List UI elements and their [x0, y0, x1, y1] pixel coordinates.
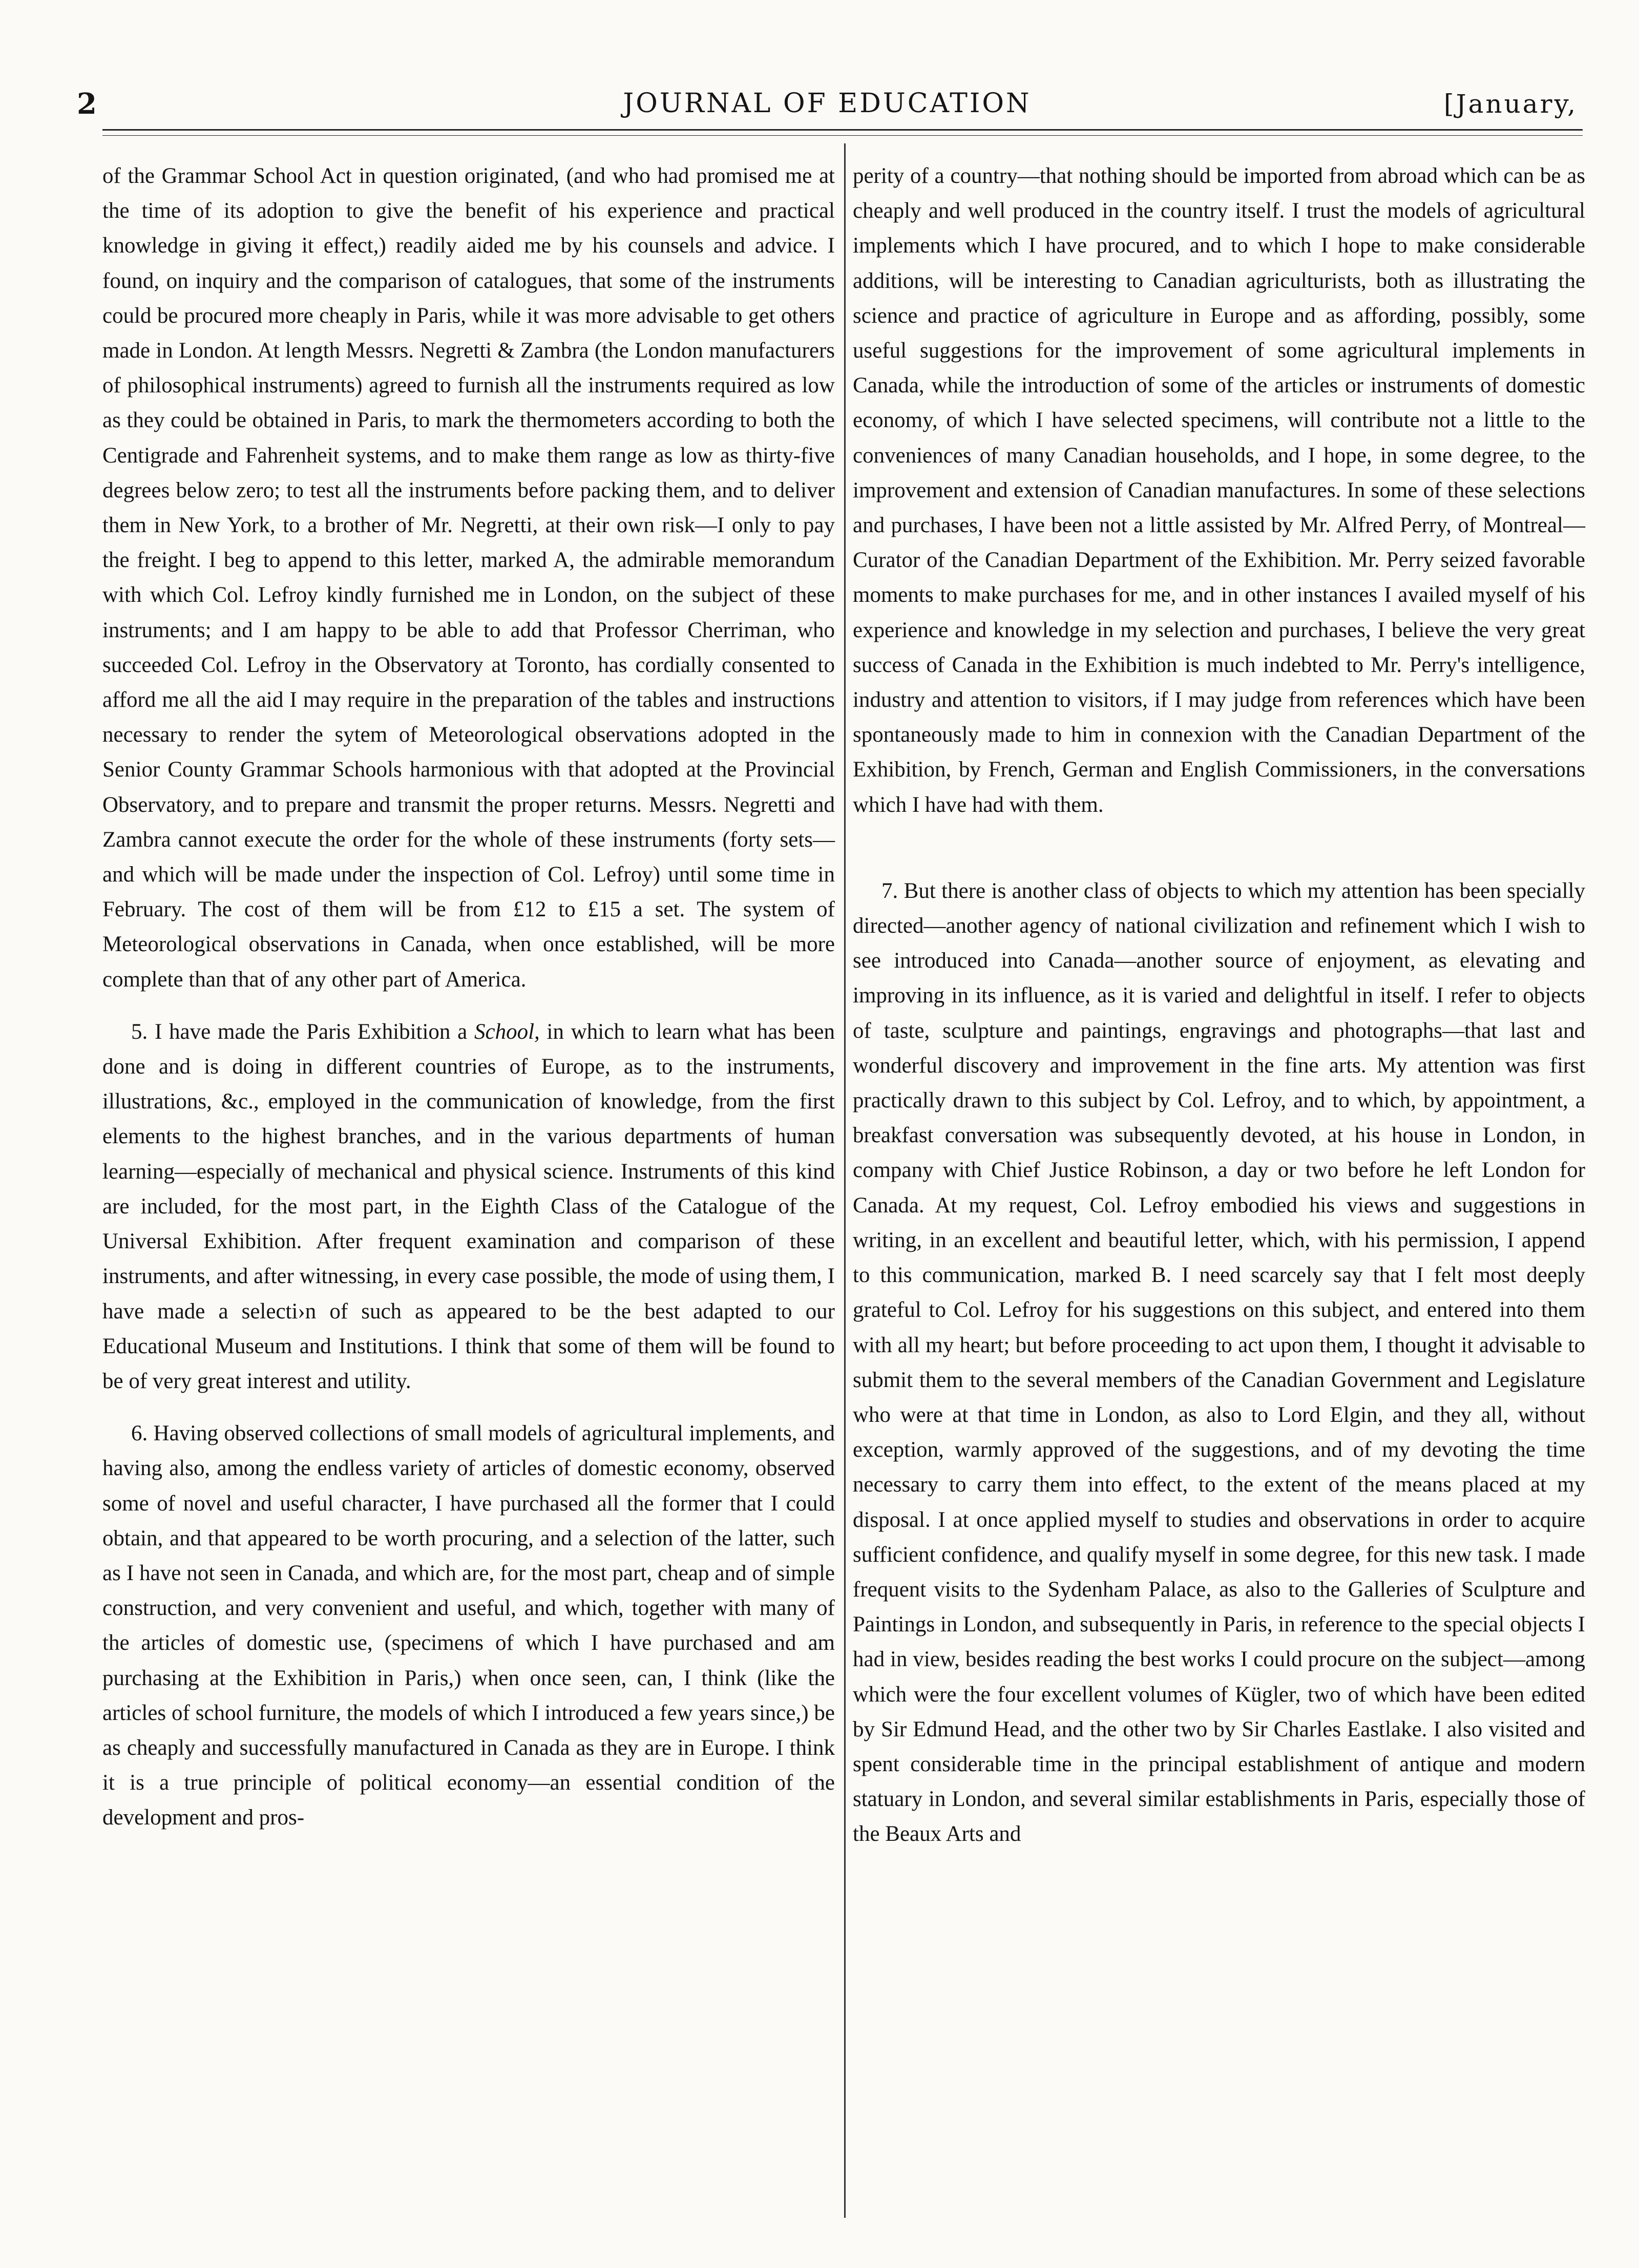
header-rule-thick — [102, 129, 1583, 131]
paragraph-5-start: 5. I have made the Paris Exhibition a — [131, 1019, 474, 1044]
paragraph-5 — [102, 1015, 835, 1399]
paragraph-continued: of the Grammar School Act in question originated, (and who had promised me at the time of its adoption to give the benefit of his experience and practical knowledge in giving it effect,) readily aided me by his counsels and advice. I found, on inquiry and the comparison of catalogues, that some of the instruments could be procured more cheaply in Paris, while it was more advisable to get others made in London. At length Messrs. Negretti & Zambra (the London manufacturers of philosophical instruments) agreed to furnish all the instruments required as low as they could be obtained in Paris, to mark the thermometers according to both the Centigrade and Fahrenheit systems, and to make them range as low as thirty-five degrees below zero; to test all the instruments before packing them, and to deliver them in New York, to a brother of Mr. Negretti, at their own risk—I only to pay the freight. I beg to append to this letter, marked A, the admirable memorandum with which Col. Lefroy kindly furnished me in London, on the subject of these instruments; and I am happy to be able to add that Professor Cherriman, who succeeded Col. Lefroy in the Observatory at Toronto, has cordially consented to afford me all the aid I may require in the preparation of the tables and instructions necessary to render the sytem of Meteorological observations adopted in the Senior County Grammar Schools harmonious with that adopted at the Provincial Observatory, and to prepare and transmit the proper returns. Messrs. Negretti and Zambra cannot execute the order for the whole of these instruments (forty sets—and which will be made under the inspection of Col. Lefroy) until some time in February. The cost of them will be from £12 to £15 a set. The system of Meteorological observations in Canada, when once established, will be more complete than that of any other part of America. — [102, 164, 835, 992]
paragraph-7: 7. But there is another class of objects to which my attention has been specially directed—another agency of national civilization and refinement which I wish to see introduced into Canada—another source of enjoyment, as elevating and improving in its influence, as it is varied and delightful in itself. I refer to objects of taste, sculpture and paintings, engravings and photographs—that last and wonderful discovery and improvement in the fine arts. My attention was first practically drawn to this subject by Col. Lefroy, and to which, by appointment, a breakfast conversation was subsequently devoted, at his house in London, in company with Chief Justice Robinson, a day or two before he left London for Canada. At my request, Col. Lefroy embodied his views and suggestions in writing, in an excellent and beautiful letter, which, with his permission, I append to this communication, marked B. I need scarcely say that I felt most deeply grateful to Col. Lefroy for his suggestions on this subject, and entered into them with all my heart; but before proceeding to act upon them, I thought it advisable to submit them to the several members of the Canadian Government and Legislature who were at that time in London, as also to Lord Elgin, and they all, without exception, warmly approved of the suggestions, and of my devoting the time necessary to carry them into effect, to the extent of the means placed at my disposal. I at once applied myself to studies and observations in order to acquire sufficient confidence, and qualify myself in some degree, for this new task. I made frequent visits to the Sydenham Palace, as also to the Galleries of Sculpture and Paintings in London, and subsequently in Paris, in reference to the special objects I had in view, besides reading the best works I could procure on the subject—among which were the four excellent volumes of Kügler, two of which have been edited by Sir Edmund Head, and the other two by Sir Charles Eastlake. I also visited and spent considerable time in the principal establishment of antique and modern statuary in London, and several similar establishments in Paris, especially those of the Beaux Arts and — [853, 878, 1585, 1846]
right-column — [853, 159, 1585, 1852]
paragraph-6-continued: perity of a country—that nothing should be imported from abroad which can be as cheaply and well produced in the country itself. I trust the models of agricultural implements which I have procured, and to which I hope to make considerable additions, will be interesting to Canadian agriculturists, both as illustrating the science and practice of agriculture in Europe and as affording, possibly, some useful suggestions for the improvement of some agricultural implements in Canada, while the introduction of some of the articles or instruments of domestic economy, of which I have selected specimens, will contribute not a little to the conveniences of many Canadian households, and I hope, in some degree, to the improvement and extension of Canadian manufactures. In some of these selections and purchases, I have been not a little assisted by Mr. Alfred Perry, of Montreal—Curator of the Canadian Department of the Exhibition. Mr. Perry seized favorable moments to make purchases for me, and in other instances I availed myself of his experience and knowledge in my selection and purchases, I believe the very great success of Canada in the Exhibition is much indebted to Mr. Perry's intelligence, industry and attention to visitors, if I may judge from references which have been spontaneously made to him in connexion with the Canadian Department of the Exhibition, by French, German and English Commissioners, in the conversations which I have had with them. — [853, 164, 1585, 817]
column-divider — [844, 143, 846, 2218]
paragraph-6: 6. Having observed collections of small models of agricultural implements, and having also, among the endless variety of articles of domestic economy, observed some of novel and useful character, I have purchased all the former that I could obtain, and that appeared to be worth procuring, and a selection of the latter, such as I have not seen in Canada, and which are, for the most part, cheap and of simple construction, and very convenient and useful, and which, together with many of the articles of domestic use, (specimens of which I have purchased and am purchasing at the Exhibition in Paris,) when once seen, can, I think (like the articles of school furniture, the models of which I introduced a few years since,) be as cheaply and successfully manufactured in Canada as they are in Europe. I think it is a true principle of political economy—an essential condition of the development and pros- — [102, 1421, 835, 1830]
left-column — [102, 159, 835, 1836]
paragraph-5-rest: in which to learn what has been done and is doing in different countries of Europe, as to the instruments, illustrations, &c., employed in the communication of knowledge, from the first elements to the highest branches, and in the various departments of human learning—especially of mechanical and physical science. Instruments of this kind are included, for the most part, in the Eighth Class of the Catalogue of the Universal Exhibition. After frequent examination and comparison of these instruments, and after witnessing, in every case possible, the mode of using them, I have made a selecti›n of such as appeared to be the best adapted to our Educational Museum and Institutions. I think that some of them will be found to be of very great interest and utility. — [102, 1019, 835, 1393]
header-date: [January, — [1444, 89, 1578, 119]
header-rule-thin — [102, 135, 1583, 136]
page-header — [77, 82, 1578, 128]
page-number: 2 — [77, 87, 97, 121]
paragraph-5-emphasis: School, — [474, 1019, 540, 1044]
journal-title: JOURNAL OF EDUCATION — [623, 88, 1032, 119]
